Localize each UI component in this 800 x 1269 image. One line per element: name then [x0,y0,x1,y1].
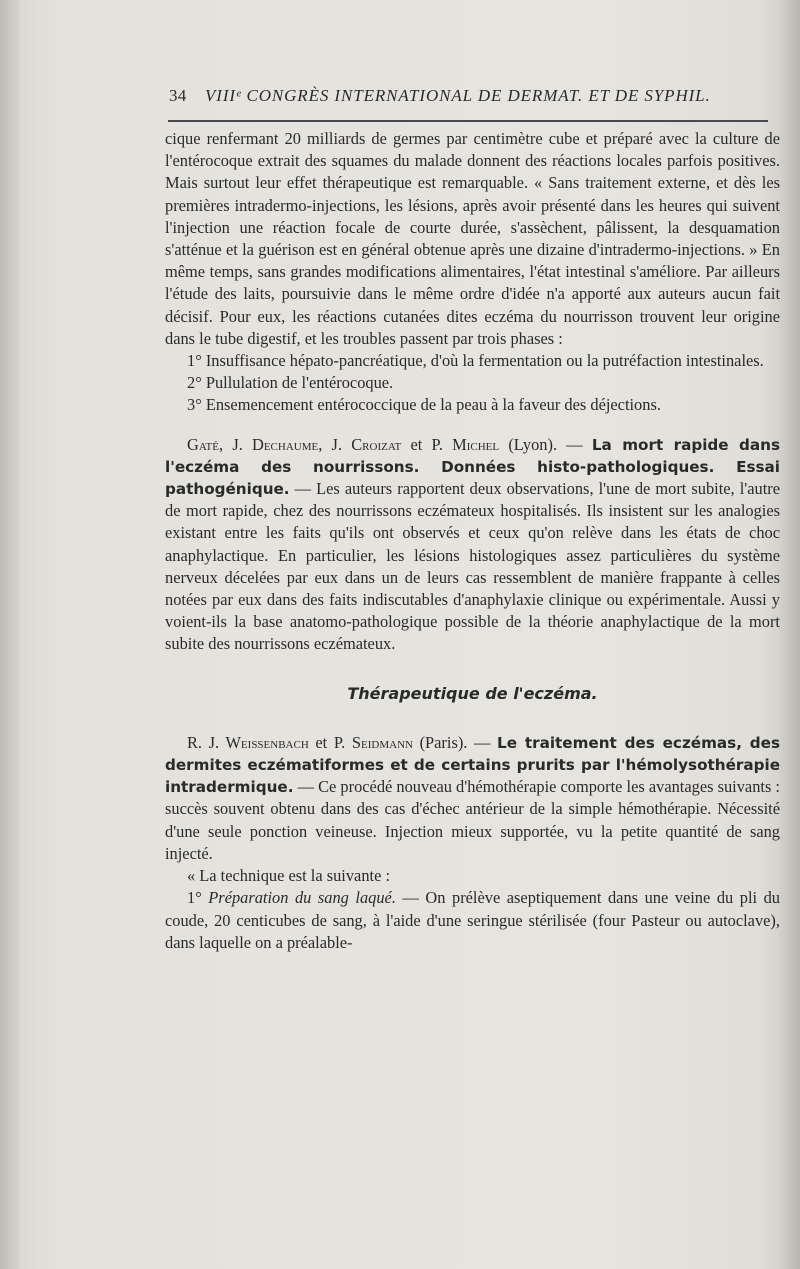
technique-step-1 [165,887,780,954]
page-number: 34 [169,86,187,105]
abstract2-title: Le traitement des eczémas, des dermites eczématiformes et de certains prurits par l'hémolysothérapie intradermique. [165,733,780,797]
abstract2-author2: P. Seidmann [333,732,413,752]
body-text [165,128,780,954]
section-title: Thérapeutique de l'eczéma. [347,683,598,703]
abstract-gate [165,434,780,656]
page-edge-left [0,0,20,1269]
abstract2-place: (Paris). — [412,732,498,752]
step-body: — On prélève aseptiquement dans une veine du pli du coude, 20 centicubes de sang, à l'aide d'une seringue stérilisée (four Pasteur ou autoclave), dans laquelle on a préalable- [165,888,780,952]
technique-intro: « La technique est la suivante : [187,866,390,886]
abstract-and: et [401,434,432,454]
running-title: VIIIᵉ CONGRÈS INTERNATIONAL DE DERMAT. ET DE SYPHIL. [205,86,711,105]
running-header [165,86,770,112]
abstract-title: La mort rapide dans l'eczéma des nourrissons. Données histo-pathologiques. Essai pathogénique. [165,435,780,499]
list-item-2: 2° Pullulation de l'entérocoque. [187,373,394,393]
abstract-authors: Gaté, J. Dechaume, J. Croizat [187,434,402,454]
paragraph-continuation: cique renfermant 20 milliards de germes par centimètre cube et préparé avec la culture de l'entérocoque extrait des squames du malade donnent des réactions locales parfois positives. Mais surtout leur effet thérapeutique est remarquable. « Sans traitement externe, et dès les premières intradermo-injections, les lésions, après avoir présenté dans les heures qui suivent l'injection une réaction focale de courte durée, s'assèchent, pâlissent, la desquamation s'atténue et la guérison est en général obtenue après une dizaine d'intradermo-injections. » En même temps, sans grandes modifications alimentaires, l'état intestinal s'améliore. Par ailleurs l'étude des laits, poursuivie dans le même ordre d'idée n'a apporté aux auteurs aucun fait décisif. Pour eux, les réactions cutanées dites eczéma du nourrisson trouvent leur origine dans le tube digestif, et les troubles passent par trois phases : [165,129,780,348]
list-item-3: 3° Ensemencement entérococcique de la peau à la faveur des déjections. [187,395,661,415]
abstract-body: — Les auteurs rapportent deux observations, l'une de mort subite, l'autre de mort rapide, chez des nourrissons eczémateux hospitalisés. Ils insistent sur les analogies existant entre les faits qu'ils ont observés et ceux qu'on relève dans les états de choc anaphylactique. En particulier, les lésions histologiques assez particulières du système nerveux décelées par eux dans un de leurs cas ressemblent de manière frappante à celles notées par eux dans des faits indiscutables d'anaphylaxie clinique ou expérimentale. Aussi y voient-ils la base anatomo-pathologique possible de la théorie anaphylactique de la mort subite des nourrissons eczémateux. [165,479,780,654]
header-rule [168,120,768,122]
abstract-author-last: P. Michel [431,434,500,454]
abstract-place: (Lyon). — [499,434,592,454]
list-item-1: 1° Insuffisance hépato-pancréatique, d'où la fermentation ou la putréfaction intestinales. [187,351,764,371]
abstract2-and: et [308,732,334,752]
abstract2-author1: R. J. Weissenbach [187,732,309,752]
step-title: Préparation du sang laqué. [208,888,396,908]
abstract-weissenbach [165,732,780,865]
step-number: 1° [187,888,209,908]
abstract2-body: — Ce procédé nouveau d'hémothérapie comporte les avantages suivants : succès souvent obtenu dans des cas d'échec antérieur de la simple hémothérapie. Nécessité d'une seule ponction veineuse. Injection mieux supportée, vu la petite quantité de sang injecté. [165,777,780,863]
